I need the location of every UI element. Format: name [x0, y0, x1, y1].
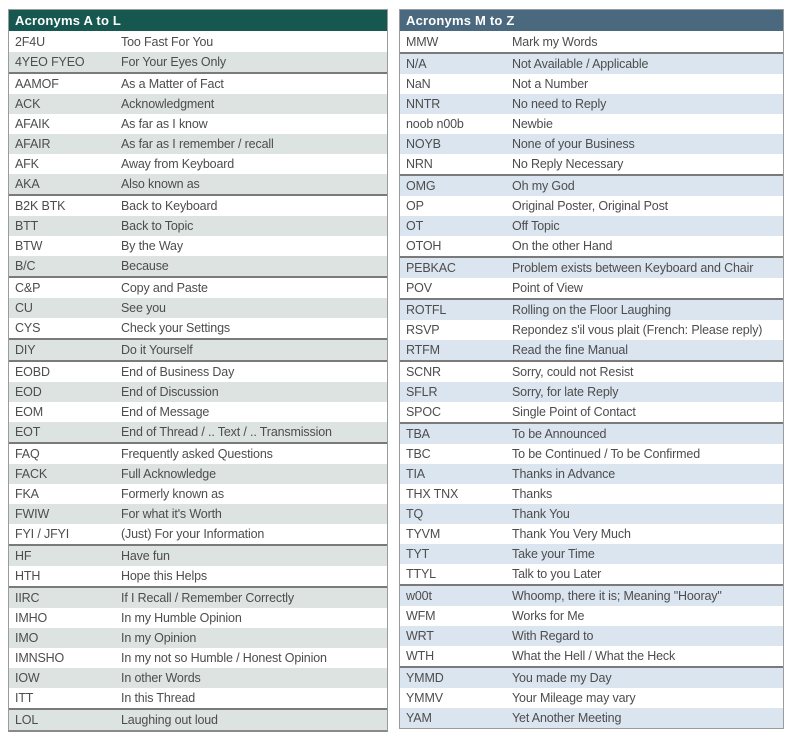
definition-cell: Take your Time: [512, 547, 595, 561]
table-row: [9, 278, 387, 298]
definition-cell: Check your Settings: [121, 321, 231, 335]
table-row: [400, 626, 783, 646]
acronym-cell: IOW: [15, 671, 40, 685]
definition-cell: End of Discussion: [121, 385, 219, 399]
table-row: [400, 216, 783, 236]
acronym-cell: OT: [406, 219, 424, 233]
table-row: [9, 236, 387, 256]
definition-cell: Away from Keyboard: [121, 157, 235, 171]
definition-cell: No Reply Necessary: [512, 157, 624, 171]
letter-group: [400, 298, 783, 360]
acronym-cell: OTOH: [406, 239, 442, 253]
definition-cell: Because: [121, 259, 169, 273]
table-row: [400, 300, 783, 320]
table-row: [400, 278, 783, 298]
table-row: [400, 196, 783, 216]
definition-cell: Back to Keyboard: [121, 199, 218, 213]
acronym-cell: RSVP: [406, 323, 440, 337]
acronym-cell: FAQ: [15, 447, 40, 461]
definition-cell: Formerly known as: [121, 487, 225, 501]
acronym-cell: FKA: [15, 487, 39, 501]
table-row: [9, 504, 387, 524]
table-row: [9, 256, 387, 276]
table-row: [9, 628, 387, 648]
definition-cell: You made my Day: [512, 671, 612, 685]
acronym-cell: SCNR: [406, 365, 441, 379]
acronym-cell: TBA: [406, 427, 430, 441]
table-row: [400, 424, 783, 444]
table-row: [9, 588, 387, 608]
acronym-cell: HF: [15, 549, 32, 563]
table-row: [9, 648, 387, 668]
definition-cell: By the Way: [121, 239, 183, 253]
table-row: [9, 546, 387, 566]
acronym-cell: YAM: [406, 711, 432, 725]
definition-cell: Your Mileage may vary: [512, 691, 636, 705]
acronym-cell: MMW: [406, 35, 439, 49]
table-row: [400, 646, 783, 666]
table-row: [9, 154, 387, 174]
table-row: [400, 176, 783, 196]
table-row: [400, 258, 783, 278]
acronym-cell: 2F4U: [15, 35, 45, 49]
table-row: [9, 362, 387, 382]
table-row: [9, 444, 387, 464]
letter-group: [400, 422, 783, 584]
acronym-cell: TIA: [406, 467, 425, 481]
letter-group: [9, 72, 387, 194]
acronym-cell: CU: [15, 301, 33, 315]
definition-cell: In other Words: [121, 671, 201, 685]
table-row: [9, 52, 387, 72]
definition-cell: Full Acknowledge: [121, 467, 216, 481]
definition-cell: Oh my God: [512, 179, 575, 193]
table-row: [400, 32, 783, 52]
table-row: [9, 318, 387, 338]
acronym-cell: B/C: [15, 259, 36, 273]
acronym-cell: LOL: [15, 713, 39, 727]
definition-cell: In my not so Humble / Honest Opinion: [121, 651, 327, 665]
definition-cell: With Regard to: [512, 629, 594, 643]
definition-cell: Talk to you Later: [512, 567, 602, 581]
acronym-cell: SFLR: [406, 385, 438, 399]
letter-group: [9, 708, 387, 730]
table-row: [400, 544, 783, 564]
table-row: [400, 134, 783, 154]
acronym-cell: NNTR: [406, 97, 441, 111]
definition-cell: Have fun: [121, 549, 170, 563]
acronym-cell: TYT: [406, 547, 430, 561]
definition-cell: Original Poster, Original Post: [512, 199, 668, 213]
acronym-cell: ACK: [15, 97, 41, 111]
acronym-cell: AFAIR: [15, 137, 51, 151]
definition-cell: Thank You Very Much: [512, 527, 631, 541]
acronym-cell: THX TNX: [406, 487, 459, 501]
definition-cell: In my Opinion: [121, 631, 197, 645]
table-row: [400, 74, 783, 94]
definition-cell: Whoomp, there it is; Meaning "Hooray": [512, 589, 722, 603]
letter-group: [9, 544, 387, 586]
acronym-cell: AFAIK: [15, 117, 50, 131]
acronym-cell: YMMV: [406, 691, 443, 705]
table-row: [9, 134, 387, 154]
acronym-cell: YMMD: [406, 671, 444, 685]
acronym-cell: FYI / JFYI: [15, 527, 70, 541]
letter-group: [400, 584, 783, 666]
definition-cell: Copy and Paste: [121, 281, 208, 295]
table-row: [400, 586, 783, 606]
table-row: [400, 362, 783, 382]
table-row: [9, 524, 387, 544]
table-row: [9, 32, 387, 52]
definition-cell: Problem exists between Keyboard and Chair: [512, 261, 754, 275]
acronym-cell: TTYL: [406, 567, 436, 581]
definition-cell: If I Recall / Remember Correctly: [121, 591, 295, 605]
acronym-cell: w00t: [406, 589, 432, 603]
definition-cell: End of Message: [121, 405, 210, 419]
acronym-cell: NRN: [406, 157, 433, 171]
table-row: [9, 668, 387, 688]
acronym-cell: AFK: [15, 157, 39, 171]
letter-group: [9, 586, 387, 708]
definition-cell: Newbie: [512, 117, 553, 131]
definition-cell: No need to Reply: [512, 97, 607, 111]
table-row: [400, 668, 783, 688]
table-row: [9, 566, 387, 586]
acronym-cell: IIRC: [15, 591, 40, 605]
definition-cell: As far as I remember / recall: [121, 137, 274, 151]
definition-cell: (Just) For your Information: [121, 527, 265, 541]
acronym-cell: IMHO: [15, 611, 48, 625]
definition-cell: On the other Hand: [512, 239, 613, 253]
acronym-cell: HTH: [15, 569, 41, 583]
definition-cell: Not a Number: [512, 77, 589, 91]
acronym-cell: C&P: [15, 281, 41, 295]
definition-cell: Not Available / Applicable: [512, 57, 649, 71]
table-row: [400, 340, 783, 360]
letter-group: [400, 32, 783, 52]
table-row: [9, 464, 387, 484]
definition-cell: To be Continued / To be Confirmed: [512, 447, 700, 461]
table-row: [400, 382, 783, 402]
table-row: [9, 402, 387, 422]
acronym-cell: TYVM: [406, 527, 441, 541]
definition-cell: Hope this Helps: [121, 569, 207, 583]
letter-group: [9, 194, 387, 276]
acronym-cell: AAMOF: [15, 77, 59, 91]
table-row: [9, 174, 387, 194]
table-title-m-to-z: Acronyms M to Z: [400, 10, 783, 32]
table-row: [9, 688, 387, 708]
table-row: [9, 216, 387, 236]
table-row: [400, 688, 783, 708]
acronym-cell: FWIW: [15, 507, 50, 521]
table-row: [400, 606, 783, 626]
table-row: [400, 402, 783, 422]
acronym-cell: NOYB: [406, 137, 441, 151]
acronym-cell: noob n00b: [406, 117, 464, 131]
definition-cell: Point of View: [512, 281, 583, 295]
acronym-cell: EOBD: [15, 365, 50, 379]
table-row: [400, 464, 783, 484]
table-row: [400, 114, 783, 134]
acronym-cell: EOD: [15, 385, 42, 399]
definition-cell: Mark my Words: [512, 35, 598, 49]
acronym-cell: EOM: [15, 405, 44, 419]
letter-group: [400, 174, 783, 256]
table-row: [9, 74, 387, 94]
table-row: [9, 484, 387, 504]
letter-group: [400, 52, 783, 174]
acronym-cell: WFM: [406, 609, 436, 623]
table-row: [400, 708, 783, 728]
definition-cell: Read the fine Manual: [512, 343, 628, 357]
table-row: [9, 340, 387, 360]
acronym-table-a-to-l: [8, 9, 388, 732]
letter-group: [9, 360, 387, 442]
acronym-cell: NaN: [406, 77, 431, 91]
table-row: [400, 524, 783, 544]
acronym-cell: B2K BTK: [15, 199, 66, 213]
definition-cell: Also known as: [121, 177, 200, 191]
definition-cell: Off Topic: [512, 219, 560, 233]
definition-cell: To be Announced: [512, 427, 607, 441]
definition-cell: Sorry, could not Resist: [512, 365, 634, 379]
acronym-cell: 4YEO FYEO: [15, 55, 85, 69]
acronym-cell: WRT: [406, 629, 434, 643]
letter-group: [400, 666, 783, 728]
table-row: [400, 444, 783, 464]
letter-group: [9, 276, 387, 338]
table-row: [9, 114, 387, 134]
letter-group: [9, 442, 387, 544]
table-row: [9, 94, 387, 114]
table-row: [400, 236, 783, 256]
table-row: [400, 564, 783, 584]
acronym-cell: CYS: [15, 321, 41, 335]
definition-cell: See you: [121, 301, 166, 315]
acronym-cell: ROTFL: [406, 303, 447, 317]
definition-cell: End of Business Day: [121, 365, 235, 379]
acronym-cell: BTW: [15, 239, 43, 253]
definition-cell: For what it's Worth: [121, 507, 222, 521]
definition-cell: As a Matter of Fact: [121, 77, 224, 91]
acronym-table-m-to-z: [399, 9, 784, 729]
table-row: [9, 710, 387, 730]
table-title-a-to-l: Acronyms A to L: [9, 10, 387, 32]
letter-group: [9, 32, 387, 72]
definition-cell: Frequently asked Questions: [121, 447, 273, 461]
acronym-cell: RTFM: [406, 343, 440, 357]
definition-cell: None of your Business: [512, 137, 635, 151]
definition-cell: In this Thread: [121, 691, 196, 705]
acronym-cell: EOT: [15, 425, 41, 439]
acronym-cell: AKA: [15, 177, 40, 191]
definition-cell: In my Humble Opinion: [121, 611, 242, 625]
table-row: [9, 608, 387, 628]
table-row: [9, 422, 387, 442]
definition-cell: What the Hell / What the Heck: [512, 649, 676, 663]
acronym-cell: SPOC: [406, 405, 441, 419]
table-row: [9, 382, 387, 402]
definition-cell: As far as I know: [121, 117, 208, 131]
definition-cell: Acknowledgment: [121, 97, 215, 111]
acronym-cell: OMG: [406, 179, 436, 193]
definition-cell: Thank You: [512, 507, 570, 521]
table-row: [400, 504, 783, 524]
acronym-cell: IMO: [15, 631, 39, 645]
definition-cell: Yet Another Meeting: [512, 711, 622, 725]
table-row: [400, 484, 783, 504]
definition-cell: Do it Yourself: [121, 343, 193, 357]
acronym-cell: TBC: [406, 447, 431, 461]
definition-cell: Works for Me: [512, 609, 585, 623]
table-body-a-to-l: [9, 32, 387, 730]
table-body-m-to-z: [400, 32, 783, 728]
table-row: [400, 54, 783, 74]
acronym-cell: IMNSHO: [15, 651, 65, 665]
table-row: [400, 154, 783, 174]
table-row: [400, 320, 783, 340]
definition-cell: End of Thread / .. Text / .. Transmission: [121, 425, 332, 439]
definition-cell: Single Point of Contact: [512, 405, 636, 419]
definition-cell: Sorry, for late Reply: [512, 385, 619, 399]
letter-group: [400, 360, 783, 422]
definition-cell: Thanks in Advance: [512, 467, 616, 481]
table-row: [9, 196, 387, 216]
letter-group: [400, 256, 783, 298]
acronym-cell: FACK: [15, 467, 48, 481]
acronym-cell: DIY: [15, 343, 36, 357]
acronym-cell: BTT: [15, 219, 39, 233]
acronym-cell: PEBKAC: [406, 261, 456, 275]
definition-cell: Back to Topic: [121, 219, 194, 233]
definition-cell: Repondez s'il vous plait (French: Please reply): [512, 323, 763, 337]
definition-cell: Thanks: [512, 487, 553, 501]
acronym-cell: POV: [406, 281, 432, 295]
table-row: [400, 94, 783, 114]
acronym-cell: OP: [406, 199, 424, 213]
letter-group: [9, 338, 387, 360]
acronym-cell: ITT: [15, 691, 34, 705]
acronym-cell: N/A: [406, 57, 427, 71]
acronym-cell: TQ: [406, 507, 424, 521]
definition-cell: Too Fast For You: [121, 35, 214, 49]
definition-cell: Rolling on the Floor Laughing: [512, 303, 671, 317]
table-row: [9, 298, 387, 318]
definition-cell: For Your Eyes Only: [121, 55, 226, 69]
definition-cell: Laughing out loud: [121, 713, 218, 727]
acronym-cell: WTH: [406, 649, 435, 663]
